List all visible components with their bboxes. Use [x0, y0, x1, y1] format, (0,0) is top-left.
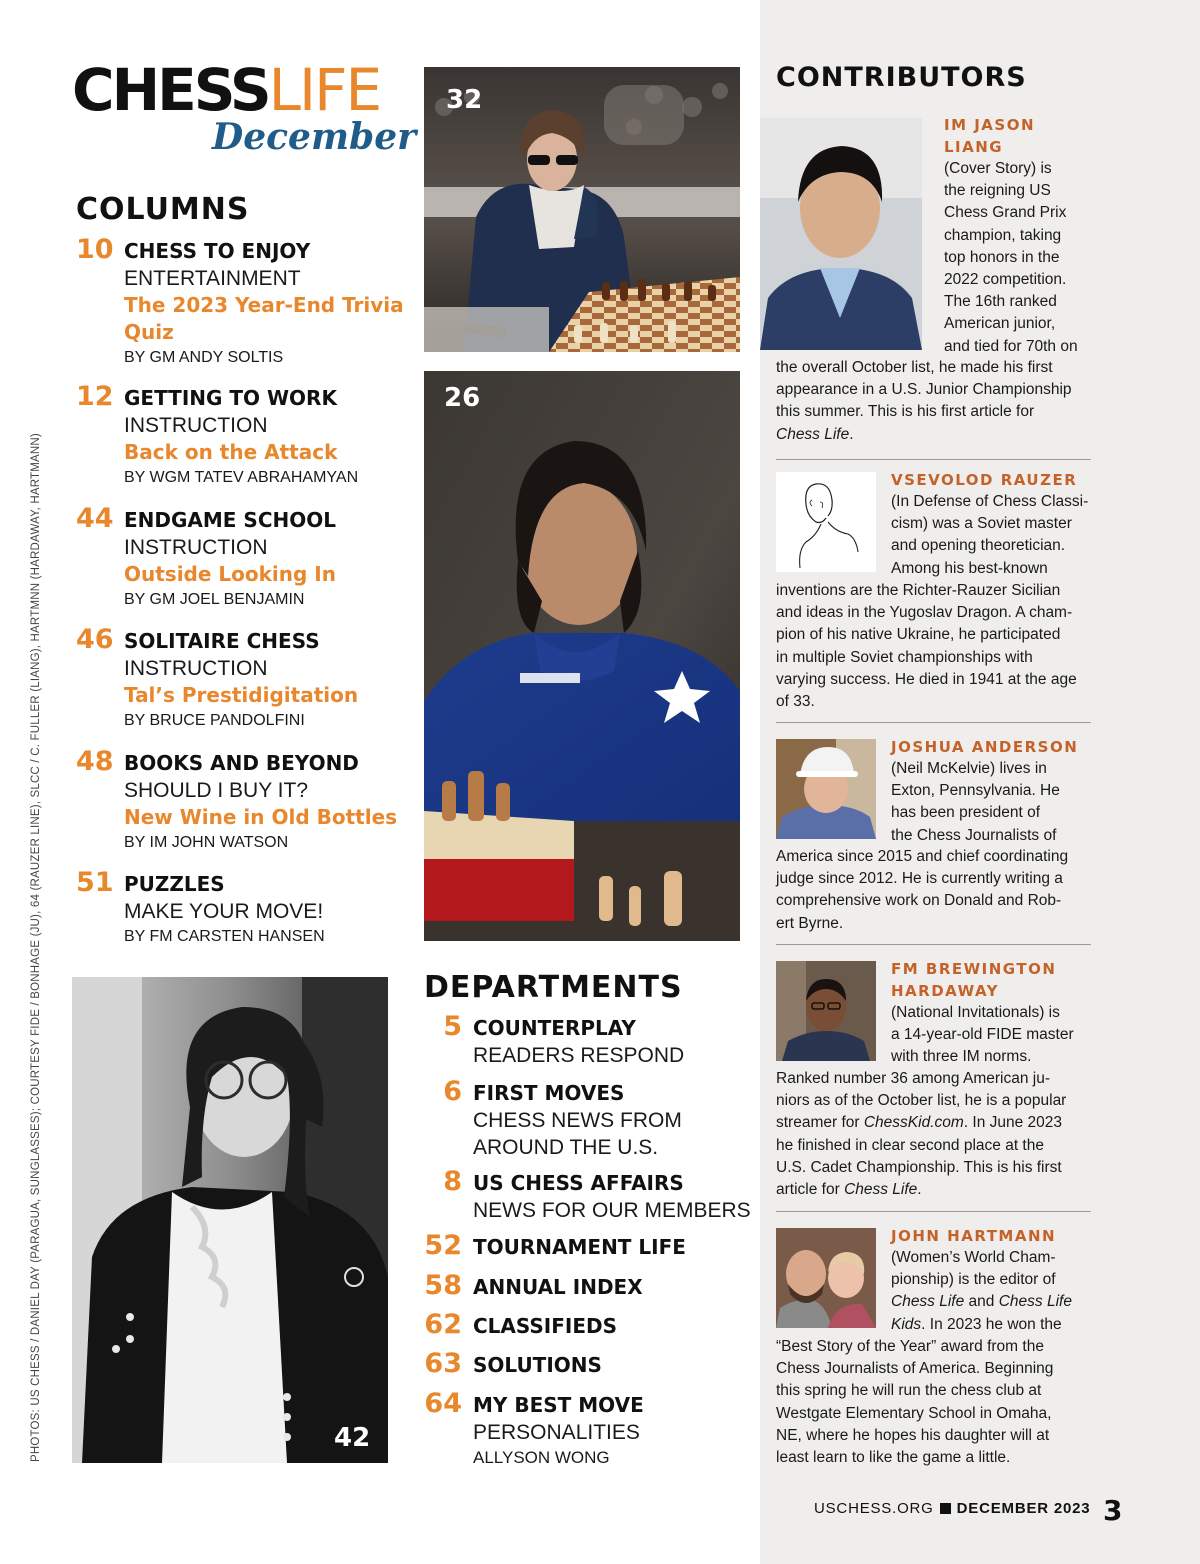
page-number: 44	[76, 503, 114, 534]
column-title: CHESS TO ENJOY	[124, 239, 311, 263]
department-subtitle: READERS RESPOND	[473, 1044, 685, 1067]
contributors-heading: CONTRIBUTORS	[776, 62, 1027, 93]
column-headline: Outside Looking In	[124, 562, 336, 586]
photo-page-number: 32	[446, 85, 483, 115]
column-category: MAKE YOUR MOVE!	[124, 900, 324, 923]
column-headline: New Wine in Old Bottles	[124, 805, 398, 829]
departments-heading: DEPARTMENTS	[424, 970, 683, 1005]
divider	[776, 459, 1091, 460]
column-byline: BY BRUCE PANDOLFINI	[124, 712, 305, 729]
player-photo	[424, 371, 740, 941]
column-title: BOOKS AND BEYOND	[124, 751, 359, 775]
department-subtitle: CHESS NEWS FROM	[473, 1109, 682, 1132]
column-byline: BY WGM TATEV ABRAHAMYAN	[124, 469, 359, 486]
divider	[776, 944, 1091, 945]
page-number: 58	[424, 1270, 462, 1301]
contributor-rauzer: VSEVOLOD RAUZER (In Defense of Chess Classi- cism) was a Soviet master and opening theoretician. Among his best-known	[891, 469, 1091, 580]
column-title: SOLITAIRE CHESS	[124, 629, 320, 653]
page-number: 63	[424, 1348, 462, 1379]
column-headline: Back on the Attack	[124, 440, 338, 464]
contributor-name: IM JASON	[944, 116, 1036, 134]
department-title: CLASSIFIEDS	[473, 1314, 618, 1338]
column-category: INSTRUCTION	[124, 657, 268, 680]
sketch-portrait-image	[776, 472, 876, 572]
contributor-name: LIANG	[944, 138, 1004, 156]
page-number: 64	[424, 1388, 462, 1419]
bw-portrait-photo	[72, 977, 388, 1463]
photo-page-32[interactable]	[424, 67, 740, 352]
column-byline: BY GM JOEL BENJAMIN	[124, 591, 305, 608]
square-bullet-icon	[940, 1503, 951, 1514]
column-title: PUZZLES	[124, 872, 225, 896]
contributor-liang: IM JASON LIANG (Cover Story) is the reigning US Chess Grand Prix champion, taking top honors in the 2022 competition. The 16th ranked American junior, and tied for 70th on	[944, 114, 1094, 358]
photo-page-26[interactable]	[424, 371, 740, 941]
page-number: 48	[76, 746, 114, 777]
masthead	[72, 56, 417, 158]
page-number: 10	[76, 234, 114, 265]
portrait-image	[776, 739, 876, 839]
department-title: COUNTERPLAY	[473, 1016, 636, 1040]
column-category: ENTERTAINMENT	[124, 267, 301, 290]
department-title: SOLUTIONS	[473, 1353, 602, 1377]
contributor-hardaway-cont: Ranked number 36 among American ju- niors as of the October list, he is a popular streamer for ChessKid.com. In June 2023 he finished in clear second place at the U.S. Cadet Championship. This is his first article for Chess Life.	[776, 1070, 1067, 1199]
column-category: INSTRUCTION	[124, 414, 268, 437]
columns-heading: COLUMNS	[76, 192, 250, 227]
portrait-image	[760, 118, 922, 350]
department-title: TOURNAMENT LIFE	[473, 1235, 686, 1259]
page-footer	[814, 1500, 1090, 1517]
column-byline: BY IM JOHN WATSON	[124, 834, 289, 851]
page-number: 62	[424, 1309, 462, 1340]
department-title: MY BEST MOVE	[473, 1393, 644, 1417]
photo-page-number: 42	[334, 1423, 371, 1453]
department-title: US CHESS AFFAIRS	[473, 1171, 684, 1195]
page-number: 8	[443, 1166, 462, 1197]
contributor-hartmann-cont: “Best Story of the Year” award from the Chess Journalists of America. Beginning this spring he will run the chess club at Westgate Elementary School in Omaha, NE, where he hopes his daughter will at least learn to like the game a little.	[776, 1338, 1054, 1467]
department-byline: ALLYSON WONG	[473, 1448, 610, 1467]
contributor-photo-rauzer	[776, 472, 876, 572]
page-number: 51	[76, 867, 114, 898]
column-headline: Tal’s Prestidigitation	[124, 683, 359, 707]
page-number: 52	[424, 1230, 462, 1261]
contributor-name: JOSHUA ANDERSON	[891, 738, 1079, 756]
department-title: ANNUAL INDEX	[473, 1275, 643, 1299]
contributor-rauzer-cont: inventions are the Richter-Rauzer Sicilian and ideas in the Yugoslav Dragon. A cham- pion of his native Ukraine, he participated in multiple Soviet championships with varying success. He died in 1941 at the age of 33.	[776, 582, 1077, 711]
photo-credit: PHOTOS: US CHESS / DANIEL DAY (PARAGUA, SUNGLASSES); COURTESY FIDE / BONHAGE (JU), 64 (RAUZER LINE), SLCC / C. FULLER (LIANG), HARTMNN (HARDAWAY, HARTMANN)	[30, 433, 42, 1462]
column-category: SHOULD I BUY IT?	[124, 779, 308, 802]
contributor-liang-cont: the overall October list, he made his first appearance in a U.S. Junior Championship this summer. This is his first article for Chess Life.	[776, 359, 1072, 443]
page-number-footer: 3	[1103, 1494, 1123, 1527]
contributor-anderson-cont: America since 2015 and chief coordinating judge since 2012. He is currently writing a comprehensive work on Donald and Rob- ert Byrne.	[776, 848, 1069, 932]
department-subtitle: PERSONALITIES	[473, 1421, 640, 1444]
portrait-image	[776, 961, 876, 1061]
masthead-logo: CHESSLIFE	[72, 56, 381, 124]
contributor-anderson: JOSHUA ANDERSON (Neil McKelvie) lives in Exton, Pennsylvania. He has been president of the Chess Journalists of	[891, 736, 1091, 847]
column-byline: BY GM ANDY SOLTIS	[124, 349, 284, 366]
portrait-image	[776, 1228, 876, 1328]
contributor-name: HARDAWAY	[891, 982, 1000, 1000]
page-number: 46	[76, 624, 114, 655]
page-number: 5	[443, 1011, 462, 1042]
contributor-photo-liang	[760, 118, 922, 350]
column-title: ENDGAME SCHOOL	[124, 508, 336, 532]
contributor-hardaway: FM BREWINGTON HARDAWAY (National Invitationals) is a 14-year-old FIDE master with three IM norms.	[891, 958, 1091, 1069]
site-link[interactable]: USCHESS.ORG	[814, 1500, 934, 1517]
column-headline: The 2023 Year-End Trivia Quiz	[124, 293, 404, 344]
department-title: FIRST MOVES	[473, 1081, 625, 1105]
page-number: 6	[443, 1076, 462, 1107]
column-byline: BY FM CARSTEN HANSEN	[124, 928, 325, 945]
photo-page-42[interactable]	[72, 977, 388, 1463]
contributor-name: FM BREWINGTON	[891, 960, 1057, 978]
divider	[776, 1211, 1091, 1212]
page-number: 12	[76, 381, 114, 412]
department-subtitle: AROUND THE U.S.	[473, 1136, 659, 1159]
contributor-hartmann: JOHN HARTMANN (Women’s World Cham- pionship) is the editor of Chess Life and Chess Life Kids. In 2023 he won the	[891, 1225, 1091, 1336]
department-subtitle: NEWS FOR OUR MEMBERS	[473, 1199, 751, 1222]
contributor-photo-hardaway	[776, 961, 876, 1061]
column-title: GETTING TO WORK	[124, 386, 337, 410]
photo-page-number: 26	[444, 383, 481, 413]
contributor-photo-anderson	[776, 739, 876, 839]
divider	[776, 722, 1091, 723]
contributor-name: JOHN HARTMANN	[891, 1227, 1057, 1245]
issue-month: December	[212, 116, 417, 158]
column-category: INSTRUCTION	[124, 536, 268, 559]
contributor-name: VSEVOLOD RAUZER	[891, 471, 1078, 489]
issue-date: DECEMBER 2023	[956, 1500, 1091, 1517]
contributor-photo-hartmann	[776, 1228, 876, 1328]
